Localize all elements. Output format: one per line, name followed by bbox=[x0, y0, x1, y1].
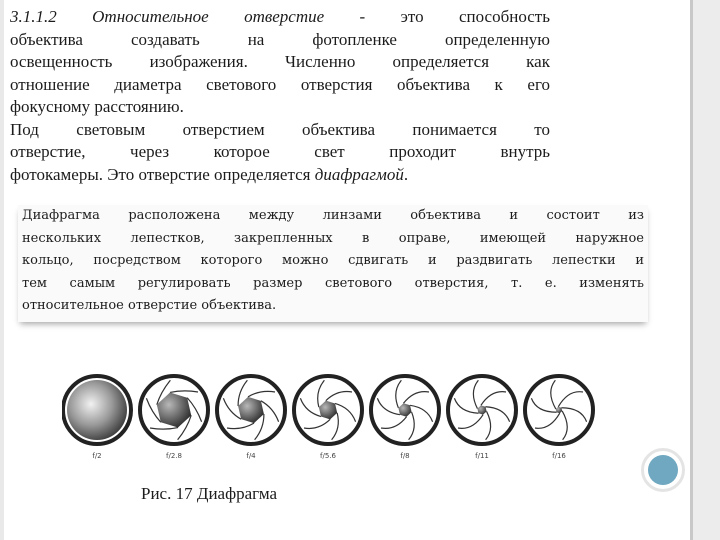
right-border-line bbox=[690, 0, 693, 540]
para2-line: относительное отверстие объектива. bbox=[22, 298, 277, 313]
para1-line-1 bbox=[10, 6, 550, 29]
aperture-label: f/2.8 bbox=[166, 452, 182, 460]
para1-line-2: объектива создавать на фотопленке определенную bbox=[10, 29, 550, 49]
para1-line-5: фокусному расстоянию. bbox=[10, 97, 184, 116]
aperture-7 bbox=[525, 376, 593, 460]
aperture-1 bbox=[63, 376, 131, 460]
para1-line-6: Под световым отверстием объектива понимается то bbox=[10, 119, 550, 139]
aperture-6 bbox=[448, 376, 516, 460]
definition-paragraph bbox=[10, 6, 550, 186]
aperture-2 bbox=[140, 376, 208, 460]
figure-caption: Рис. 17 Диафрагма bbox=[141, 484, 278, 503]
aperture-4 bbox=[294, 376, 362, 460]
para1-line-4: отношение диаметра светового отверстия объектива к его bbox=[10, 74, 550, 94]
para1-line-7: отверстие, через которое свет проходит внутрь bbox=[10, 142, 550, 161]
aperture-opening bbox=[67, 380, 127, 440]
term-title: Относительное отверстие bbox=[92, 7, 325, 26]
right-border bbox=[690, 0, 720, 540]
term-diaphragm: диафрагмой bbox=[314, 164, 404, 184]
diaphragm-description-box bbox=[18, 205, 648, 322]
para2-line: Диафрагма расположена между линзами объектива и состоит из bbox=[22, 208, 644, 223]
aperture-label: f/2 bbox=[92, 452, 102, 460]
para1-line1-rest: - это способность bbox=[359, 7, 550, 26]
para1-line-3: освещенность изображения. Численно определяется как bbox=[10, 52, 550, 71]
para1-line8-end: . bbox=[403, 164, 409, 184]
aperture-diagram bbox=[62, 370, 622, 460]
para2-line: кольцо, посредством которого можно сдвигать и раздвигать лепестки и bbox=[22, 253, 644, 268]
para2-line: нескольких лепестков, закрепленных в оправе, имеющей наружное bbox=[22, 230, 644, 246]
para1-line8-start: фотокамеры. Это отверстие определяется bbox=[10, 164, 311, 184]
corner-dot-icon bbox=[648, 455, 678, 485]
slide-page bbox=[4, 0, 690, 540]
aperture-5 bbox=[371, 376, 439, 460]
aperture-label: f/16 bbox=[552, 452, 566, 460]
para1-line-8 bbox=[10, 164, 550, 187]
aperture-label: f/8 bbox=[400, 452, 410, 460]
section-number: 3.1.1.2 bbox=[10, 7, 57, 26]
aperture-label: f/4 bbox=[246, 452, 256, 460]
aperture-label: f/5.6 bbox=[320, 452, 336, 460]
para2-line: тем самым регулировать размер светового отверстия, т. е. изменять bbox=[22, 275, 644, 291]
aperture-label: f/11 bbox=[475, 452, 489, 460]
aperture-3 bbox=[217, 376, 285, 460]
